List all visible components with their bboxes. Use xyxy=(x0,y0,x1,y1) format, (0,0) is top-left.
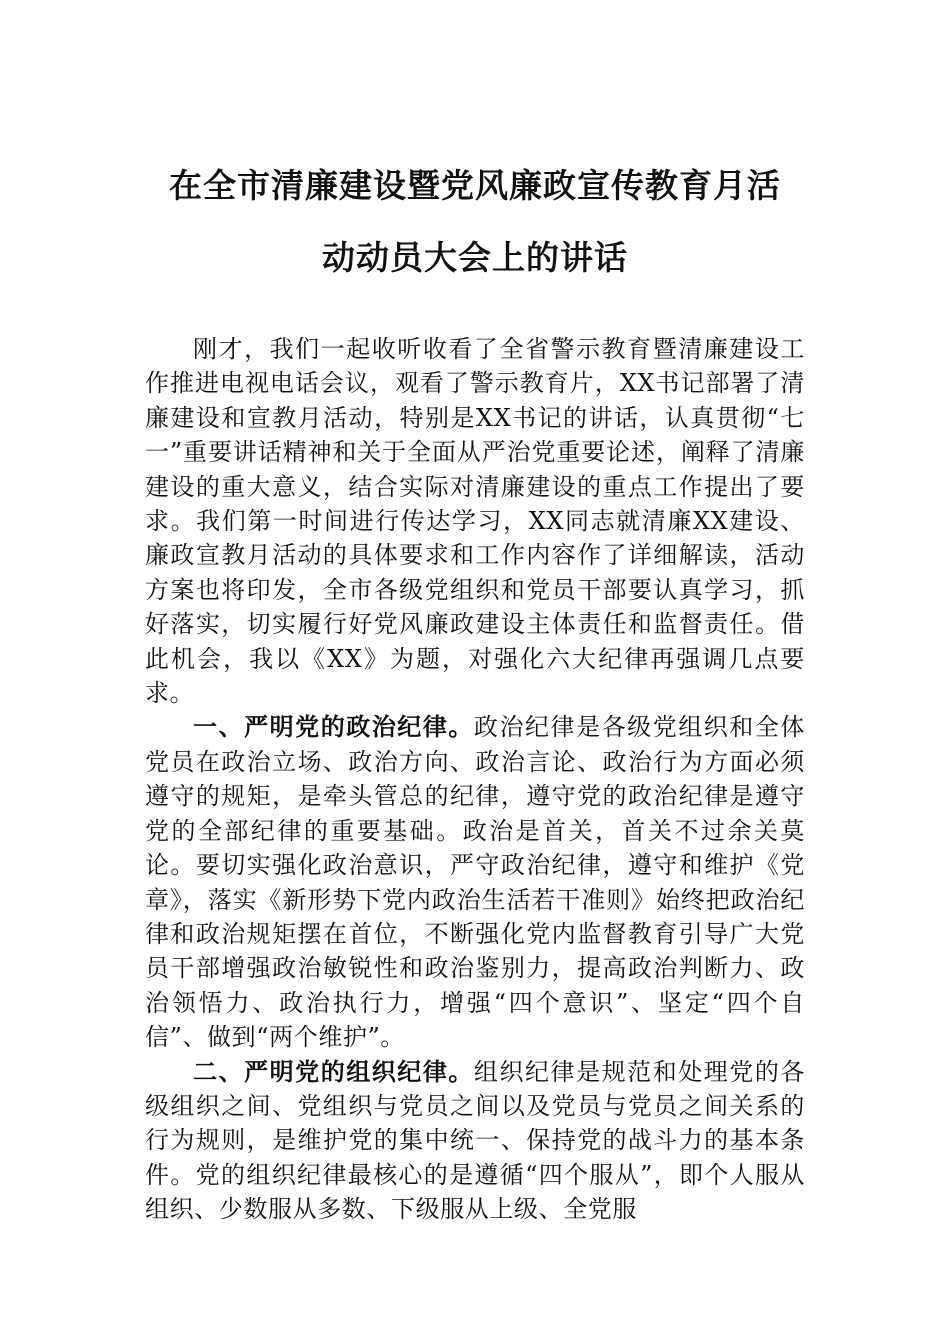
section-heading: 一、严明党的政治纪律。 xyxy=(193,713,474,742)
section-heading: 二、严明党的组织纪律。 xyxy=(193,1057,474,1086)
paragraph-intro xyxy=(145,332,805,710)
paragraph-text: 刚才，我们一起收听收看了全省警示教育暨清廉建设工作推进电视电话会议，观看了警示教育片，XX书记部署了清廉建设和宣教月活动，特别是XX书记的讲话，认真贯彻“七一”重要讲话精神和关于全面从严治党重要论述，阐释了清廉建设的重大意义，结合实际对清廉建设的重点工作提出了要求。我们第一时间进行传达学习，XX同志就清廉XX建设、廉政宣教月活动的具体要求和工作内容作了详细解读，活动方案也将印发，全市各级党组织和党员干部要认真学习，抓好落实，切实履行好党风廉政建设主体责任和监督责任。借此机会，我以《XX》为题，对强化六大纪律再强调几点要求。 xyxy=(145,335,805,708)
document-title xyxy=(145,150,805,294)
title-line-1: 在全市清廉建设暨党风廉政宣传教育月活 xyxy=(169,166,781,205)
title-line-2: 动动员大会上的讲话 xyxy=(322,238,628,277)
paragraph-text: 政治纪律是各级党组织和全体党员在政治立场、政治方向、政治言论、政治行为方面必须遵守的规矩，是牵头管总的纪律，遵守党的政治纪律是遵守党的全部纪律的重要基础。政治是首关，首关不过余关莫论。要切实强化政治意识，严守政治纪律，遵守和维护《党章》，落实《新形势下党内政治生活若干准则》始终把政治纪律和政治规矩摆在首位，不断强化党内监督教育引导广大党员干部增强政治敏锐性和政治鉴别力，提高政治判断力、政治领悟力、政治执行力，增强“四个意识”、坚定“四个自信”、做到“两个维护”。 xyxy=(145,713,805,1052)
paragraph-political-discipline xyxy=(145,710,805,1054)
paragraph-text: 组织纪律是规范和处理党的各级组织之间、党组织与党员之间以及党员与党员之间关系的行为规则，是维护党的集中统一、保持党的战斗力的基本条件。党的组织纪律最核心的是遵循“四个服从”，即个人服从组织、少数服从多数、下级服从上级、全党服 xyxy=(145,1057,805,1224)
document-body xyxy=(145,332,805,1227)
paragraph-organizational-discipline xyxy=(145,1055,805,1227)
document-page xyxy=(145,150,805,1227)
